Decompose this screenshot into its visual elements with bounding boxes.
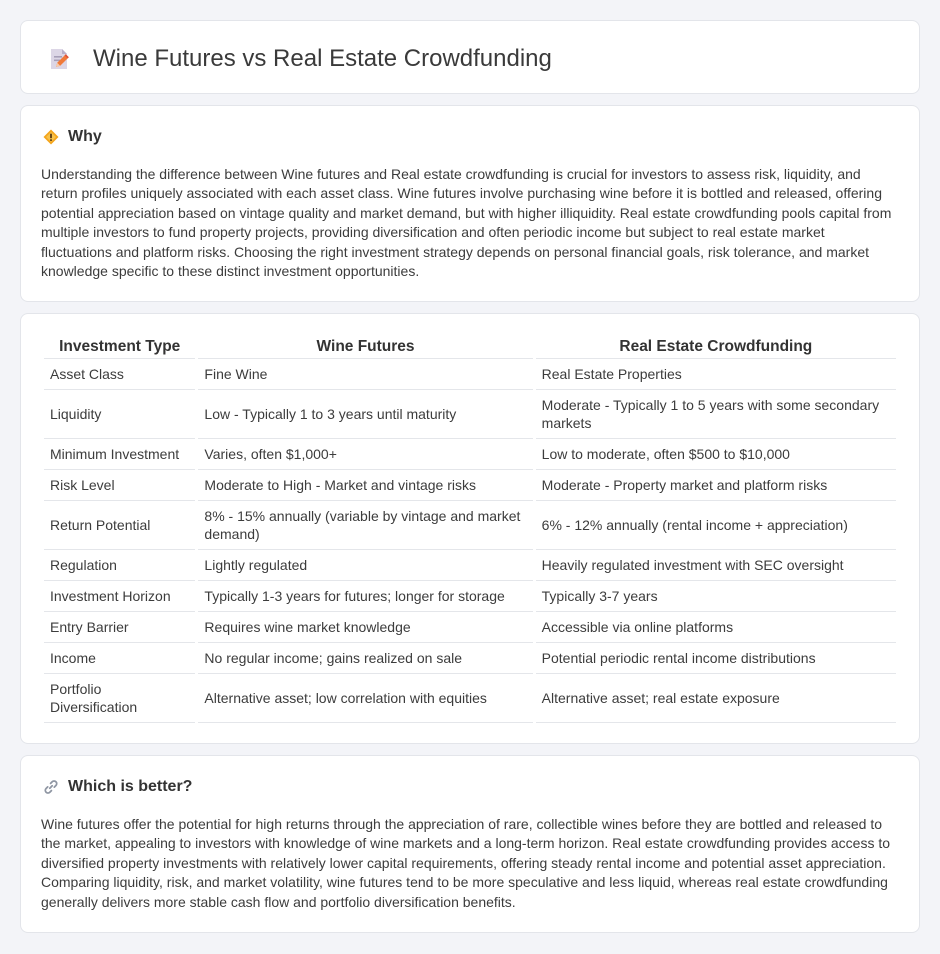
why-title: Why [68, 128, 102, 145]
row-label: Liquidity [44, 390, 195, 439]
realestate-cell: Heavily regulated investment with SEC oversight [536, 550, 896, 581]
row-label: Income [44, 643, 195, 674]
which-better-card [20, 755, 920, 933]
row-label: Asset Class [44, 359, 195, 390]
table-row [44, 674, 896, 723]
better-title: Which is better? [68, 778, 193, 795]
table-row [44, 439, 896, 470]
wine-cell: Typically 1-3 years for futures; longer for storage [198, 581, 532, 612]
realestate-cell: Moderate - Property market and platform risks [536, 470, 896, 501]
better-heading [43, 778, 192, 796]
diamond-warning-icon [43, 129, 59, 145]
wine-cell: 8% - 15% annually (variable by vintage and market demand) [198, 501, 532, 550]
wine-cell: Varies, often $1,000+ [198, 439, 532, 470]
row-label: Entry Barrier [44, 612, 195, 643]
wine-cell: No regular income; gains realized on sale [198, 643, 532, 674]
row-label: Regulation [44, 550, 195, 581]
wine-cell: Fine Wine [198, 359, 532, 390]
table-row [44, 359, 896, 390]
why-card [20, 105, 920, 302]
realestate-cell: Potential periodic rental income distributions [536, 643, 896, 674]
table-row [44, 643, 896, 674]
table-row [44, 390, 896, 439]
why-heading [43, 128, 102, 146]
realestate-cell: Typically 3-7 years [536, 581, 896, 612]
row-label: Minimum Investment [44, 439, 195, 470]
row-label: Portfolio Diversification [44, 674, 195, 723]
table-row [44, 470, 896, 501]
title-card [20, 20, 920, 94]
wine-cell: Alternative asset; low correlation with equities [198, 674, 532, 723]
header-investment-type: Investment Type [44, 335, 195, 359]
realestate-cell: Low to moderate, often $500 to $10,000 [536, 439, 896, 470]
comparison-card [20, 313, 920, 744]
wine-cell: Requires wine market knowledge [198, 612, 532, 643]
header-wine-futures: Wine Futures [198, 335, 532, 359]
realestate-cell: Accessible via online platforms [536, 612, 896, 643]
table-row [44, 550, 896, 581]
wine-cell: Moderate to High - Market and vintage risks [198, 470, 532, 501]
row-label: Risk Level [44, 470, 195, 501]
link-icon [43, 779, 59, 795]
realestate-cell: Moderate - Typically 1 to 5 years with some secondary markets [536, 390, 896, 439]
table-row [44, 581, 896, 612]
wine-cell: Lightly regulated [198, 550, 532, 581]
table-row [44, 612, 896, 643]
header-real-estate-crowdfunding: Real Estate Crowdfunding [536, 335, 896, 359]
table-row [44, 501, 896, 550]
document-pencil-icon [47, 47, 71, 71]
page-title: Wine Futures vs Real Estate Crowdfunding [93, 45, 552, 72]
why-body: Understanding the difference between Wine futures and Real estate crowdfunding is crucial for investors to assess risk, liquidity, and return profiles uniquely associated with each asset class. Wine futures involve purchasing wine before it is bottled and released, offering potential appreciation based on vintage quality and market demand, but with higher illiquidity. Real estate crowdfunding pools capital from multiple investors to fund property projects, providing diversification and often periodic income but subject to real estate market fluctuations and platform risks. Choosing the right investment strategy depends on personal financial goals, risk tolerance, and market knowledge specific to these distinct investment opportunities. [41, 166, 892, 280]
table-header-row [44, 335, 896, 359]
realestate-cell: 6% - 12% annually (rental income + appreciation) [536, 501, 896, 550]
title-row [47, 45, 552, 73]
comparison-table [41, 335, 899, 723]
realestate-cell: Real Estate Properties [536, 359, 896, 390]
row-label: Investment Horizon [44, 581, 195, 612]
better-body: Wine futures offer the potential for high returns through the appreciation of rare, collectible wines before they are bottled and released to the market, appealing to investors with knowledge of wine markets and a long-term horizon. Real estate crowdfunding provides access to diversified property investments with relatively lower capital requirements, offering steady rental income and potential asset appreciation. Comparing liquidity, risk, and market volatility, wine futures tend to be more speculative and less liquid, whereas real estate crowdfunding generally delivers more stable cash flow and portfolio diversification benefits. [41, 816, 891, 910]
realestate-cell: Alternative asset; real estate exposure [536, 674, 896, 723]
wine-cell: Low - Typically 1 to 3 years until maturity [198, 390, 532, 439]
row-label: Return Potential [44, 501, 195, 550]
